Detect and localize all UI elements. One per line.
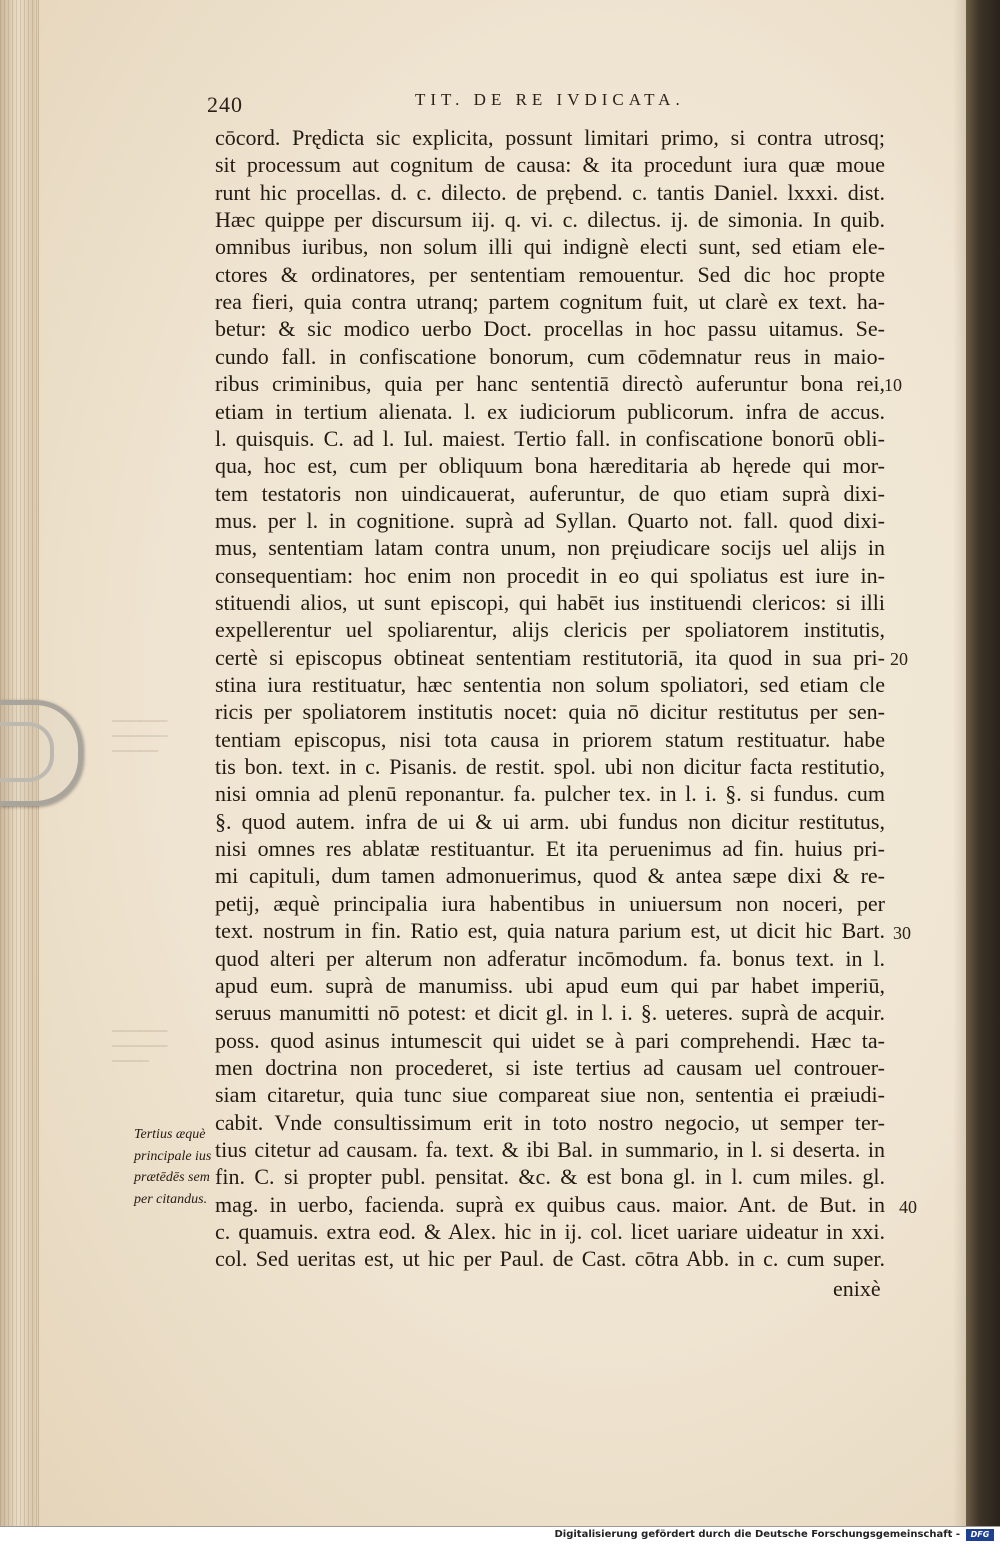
marginal-note-line: principale ius <box>134 1148 212 1164</box>
text-line: quod alteri per alterum non adferatur incōmodum. fa. bonus text. in l. <box>215 945 885 971</box>
marginal-note-line: Tertius æquè <box>134 1127 206 1142</box>
text-line: omnibus iuribus, non solum illi qui indignè electi sunt, sed etiam ele- <box>215 234 885 260</box>
line-number: 30 <box>893 923 911 943</box>
text-line: Hæc quippe per discursum iij. q. vi. c. dilectus. ij. de simonia. In quib. <box>215 207 885 233</box>
dfg-logo: DFG <box>966 1529 994 1541</box>
text-line: certè si episcopus obtineat sententiam restitutoriā, ita quod in sua pri- <box>215 644 885 670</box>
text-line: tis bon. text. in c. Pisanis. de restit. spol. ubi non dicitur facta restitutio, <box>215 754 885 780</box>
text-line: ricis per spoliatorem institutis nocet: quia nō dicitur restitutus per sen- <box>215 699 885 725</box>
text-line: mus, sententiam latam contra unum, non pręiudicare socijs uel alijs in <box>215 535 885 561</box>
text-line: nisi omnia ad plenū reponantur. fa. pulcher tex. in l. i. §. si fundus. cum <box>215 781 885 807</box>
text-line: stituendi alios, ut sunt episcopi, qui habēt ius instituendi clericos: si illi <box>215 589 885 615</box>
line-number: 40 <box>899 1197 917 1217</box>
text-line: tius citetur ad causam. fa. text. & ibi Bal. in summario, in l. si deserta. in <box>215 1136 885 1162</box>
marginal-note-line: per citandus. <box>134 1191 208 1207</box>
text-line: cundo fall. in confiscatione bonorum, cum cōdemnatur reus in maio- <box>215 343 885 369</box>
text-line: apud eum. suprà de manumiss. ubi apud eum qui par habet imperiū, <box>215 972 885 998</box>
text-line: mus. per l. in cognitione. suprà ad Syllan. Quarto not. fall. quod dixi- <box>215 507 885 533</box>
text-line: nisi omnes res ablatæ restituantur. Et ita peruenimus ad fin. huius pri- <box>215 836 885 862</box>
text-line: tem testatoris non uindicauerat, auferuntur, de quo etiam suprà dixi- <box>215 480 885 506</box>
page-number: 240 <box>207 92 243 117</box>
text-line: runt hic procellas. d. c. dilecto. de prębend. c. tantis Daniel. lxxxi. dist. <box>215 179 885 205</box>
text-line: ctores & ordinatores, per sententiam remouentur. Sed dic hoc propte <box>215 261 885 287</box>
text-line: tentiam episcopus, nisi tota causa in priorem statum restituatur. habe <box>215 726 885 752</box>
paper-clip-inner <box>0 722 54 782</box>
text-line: mi capituli, dum tamen admonuerimus, quod & antea sæpe dixi & re- <box>215 863 885 889</box>
text-line: etiam in tertium alienata. l. ex iudiciorum publicorum. infra de accus. <box>215 398 885 424</box>
text-line: poss. quod asinus intumescit qui uidet se à pari comprehendi. Hæc ta- <box>215 1027 885 1053</box>
catchword: enixè <box>833 1276 881 1301</box>
text-line: men doctrina non procederet, si iste tertius ad causam uel controuer- <box>215 1054 885 1080</box>
book-binding <box>966 0 1000 1526</box>
text-line: expellerentur uel spoliarentur, alijs clericis per spoliatorem institutis, <box>215 617 885 643</box>
text-line: petij, æquè principalia iura habentibus in uniuersum non noceri, per <box>215 890 885 916</box>
text-line: betur: & sic modico uerbo Doct. procellas in hoc passu uitamus. Se- <box>215 316 885 342</box>
text-line: stina iura restituatur, hæc sententia non solum spoliatori, sed etiam cle <box>215 672 885 697</box>
text-line: mag. in uerbo, facienda. suprà ex quibus caus. maior. Ant. de But. in <box>215 1191 885 1217</box>
text-line: l. quisquis. C. ad l. Iul. maiest. Tertio fall. in confiscatione bonorū obli- <box>215 425 885 451</box>
text-line: qua, hoc est, cum per obliquum bona hæreditaria ab hęrede qui mor- <box>215 453 885 479</box>
text-line: sit processum aut cognitum de causa: & ita procedunt iura quæ moue <box>215 152 885 178</box>
text-line: col. Sed ueritas est, ut hic per Paul. de Cast. cōtra Abb. in c. cum super. <box>215 1246 885 1272</box>
text-line: ribus criminibus, quia per hanc sententiā directò auferuntur bona rei, <box>215 371 885 397</box>
text-line: seruus manumitti nō potest: et dicit gl. in l. i. §. ueteres. suprà de acquir. <box>215 1000 885 1026</box>
show-through-text: ▁▁▁▁▁▁ ▁▁▁▁▁▁ ▁▁▁▁▁ <box>112 708 168 752</box>
footer-credit: Digitalisierung gefördert durch die Deutsche Forschungsgemeinschaft - <box>554 1529 960 1540</box>
text-line: cabit. Vnde consultissimum erit in toto nostro negocio, ut semper ter- <box>215 1109 885 1135</box>
line-number: 20 <box>890 649 908 669</box>
marginal-note <box>134 1124 224 1210</box>
footer-bar <box>0 1526 1000 1544</box>
text-line: cōcord. Prędicta sic explicita, possunt limitari primo, si contra utrosq; <box>215 125 885 150</box>
text-line: siam citaretur, quia tunc siue compareat siue non, sententia ei præiudi- <box>215 1082 885 1108</box>
text-line: §. quod autem. infra de ui & ui arm. ubi fundus non dicitur restitutus, <box>215 808 885 834</box>
text-line: consequentiam: hoc enim non procedit in eo qui spoliatus est iure in- <box>215 562 885 588</box>
running-head: TIT. DE RE IVDICATA. <box>415 90 685 109</box>
text-line: rea fieri, quia contra utranq; partem cognitum fuit, ut clarè ex text. ha- <box>215 289 885 315</box>
marginal-note-line: prætēdēs sem <box>134 1170 210 1185</box>
show-through-text: ▁▁▁▁▁▁ ▁▁▁▁▁▁ ▁▁▁▁ <box>112 1018 168 1062</box>
line-number: 10 <box>884 375 902 395</box>
text-line: text. nostrum in fin. Ratio est, quia natura parium est, ut dicit hic Bart. <box>215 918 885 944</box>
text-line: fin. C. si propter publ. pensitat. &c. & est bona gl. in l. cum miles. gl. <box>215 1164 885 1190</box>
text-line: c. quamuis. extra eod. & Alex. hic in ij. col. licet uariare uideatur in xxi. <box>215 1219 885 1244</box>
